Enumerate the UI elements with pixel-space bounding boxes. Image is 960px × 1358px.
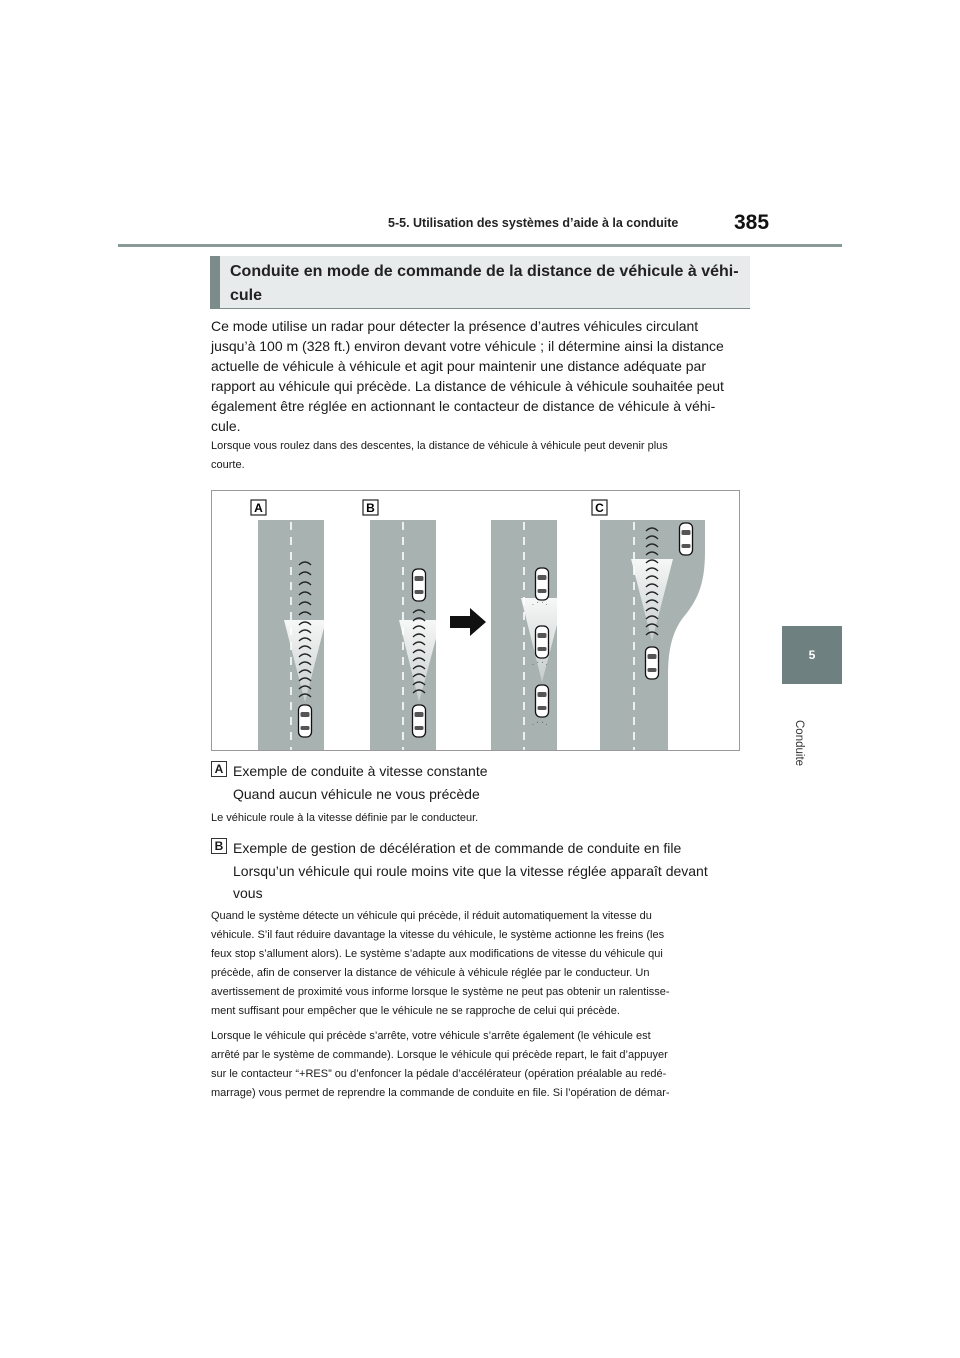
- lane-changing-vehicle: [680, 523, 693, 555]
- text-line: Quand le système détecte un véhicule qui précède, il réduit automatiquement la vitesse du: [211, 910, 652, 922]
- section-title: [210, 256, 750, 308]
- text-line: avertissement de proximité vous informe lorsque le système ne peut pas obtenir un ralentisse-: [211, 986, 670, 998]
- text-line: actuelle de véhicule à véhicule et agit pour maintenir une distance adéquate par: [211, 358, 706, 374]
- preceding-vehicle: [536, 568, 549, 600]
- scene-label-b: [363, 500, 378, 515]
- own-vehicle: [646, 647, 659, 679]
- item-b-title: Exemple de gestion de décélération et de commande de conduite en file: [233, 840, 682, 856]
- item-b-paragraph-1: [211, 907, 747, 1021]
- svg-text:B: B: [366, 501, 375, 515]
- chapter-number: 5: [808, 648, 816, 662]
- text-line: véhicule. S’il faut réduire davantage la vitesse du véhicule, le système actionne les freins (les: [211, 929, 665, 941]
- text-line: sur le contacteur “+RES” ou d’enfoncer la pédale d’accélérateur (opération préalable au redé-: [211, 1068, 667, 1080]
- text-line: vous: [233, 885, 263, 901]
- own-vehicle: [413, 705, 426, 737]
- text-line: cule.: [211, 418, 241, 434]
- acc-diagram: [212, 491, 739, 750]
- own-vehicle: [536, 685, 549, 717]
- svg-text:· ˊ ˊ ·: · ˊ ˊ ·: [532, 602, 548, 609]
- item-a-note: Le véhicule roule à la vitesse définie par le conducteur.: [211, 812, 479, 824]
- item-b-badge: B: [211, 838, 227, 854]
- svg-text:C: C: [595, 501, 604, 515]
- text-line: Lorsque vous roulez dans des descentes, la distance de véhicule à véhicule peut devenir plus: [211, 440, 668, 452]
- scene-label-c: [592, 500, 607, 515]
- text-line: précède, afin de conserver la distance de véhicule à véhicule réglée par le conducteur. Un: [211, 967, 650, 979]
- acc-illustration: [211, 490, 740, 751]
- chapter-tab: [782, 626, 842, 684]
- note-paragraph: [211, 437, 747, 475]
- scene-label-a: [251, 500, 266, 515]
- own-vehicle: [299, 705, 312, 737]
- text-line: Lorsque le véhicule qui précède s’arrête, votre véhicule s’arrête également (le véhicule est: [211, 1030, 651, 1042]
- text-line: Ce mode utilise un radar pour détecter la présence d’autres véhicules circulant: [211, 318, 699, 334]
- item-b-paragraph-2: [211, 1027, 747, 1103]
- road-a: [258, 520, 326, 750]
- chapter-label: Conduite: [793, 720, 805, 767]
- svg-text:A: A: [254, 501, 263, 515]
- vehicle: [536, 626, 549, 658]
- text-line: jusqu’à 100 m (328 ft.) environ devant votre véhicule ; il détermine ainsi la distance: [211, 338, 724, 354]
- item-a-subtitle: Quand aucun véhicule ne vous précède: [233, 786, 480, 802]
- page-number: 385: [734, 211, 770, 234]
- text-line: marrage) vous permet de reprendre la commande de conduite en file. Si l’opération de démar-: [211, 1087, 670, 1099]
- arrow-right-icon: [450, 608, 486, 636]
- road-b-following: [491, 520, 564, 750]
- title-underline: [210, 308, 750, 309]
- section-title-line: cule: [230, 287, 263, 304]
- header-divider: [118, 244, 842, 247]
- road-c: [600, 520, 705, 750]
- intro-paragraph: [211, 316, 747, 436]
- text-line: arrêté par le système de commande). Lorsque le véhicule qui précède repart, le fait d’appuyer: [211, 1049, 668, 1061]
- text-line: rapport au véhicule qui précède. La distance de véhicule à véhicule souhaitée peut: [211, 378, 724, 394]
- section-heading: 5-5. Utilisation des systèmes d’aide à la conduite: [388, 216, 679, 230]
- item-a-badge: A: [211, 761, 227, 777]
- svg-text:· ˊ ˊ ·: · ˊ ˊ ·: [532, 662, 548, 669]
- item-b-subtitle: [233, 860, 743, 904]
- preceding-vehicle: [413, 569, 426, 601]
- text-line: Lorsqu’un véhicule qui roule moins vite que la vitesse réglée apparaît devant: [233, 863, 708, 879]
- road-b: [370, 520, 441, 750]
- text-line: ment suffisant pour empêcher que le véhicule ne se rapproche de celui qui précède.: [211, 1005, 620, 1017]
- item-a-title: Exemple de conduite à vitesse constante: [233, 763, 488, 779]
- text-line: feux stop s’allument alors). Le système s’adapte aux modifications de vitesse du véhicule qui: [211, 948, 663, 960]
- text-line: également être réglée en actionnant le contacteur de distance de véhicule à véhi-: [211, 398, 716, 414]
- svg-text:· ˊ ˊ ·: · ˊ ˊ ·: [532, 722, 548, 729]
- section-title-line: Conduite en mode de commande de la distance de véhicule à véhi-: [230, 263, 739, 280]
- text-line: courte.: [211, 459, 245, 471]
